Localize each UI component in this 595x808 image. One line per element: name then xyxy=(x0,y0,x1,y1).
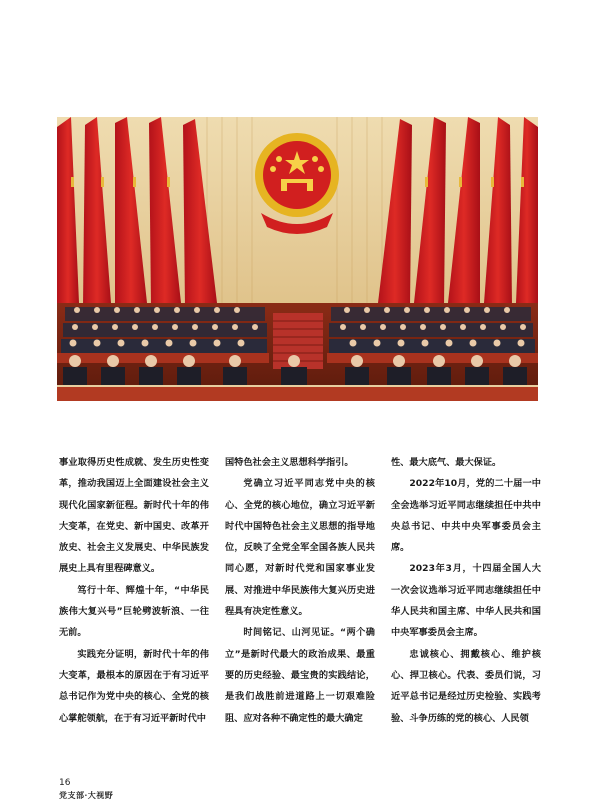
magazine-logo: 党支部·大视野 xyxy=(59,790,114,800)
hero-photo xyxy=(57,117,538,401)
paragraph: 2022年10月，党的二十届一中全会选举习近平同志继续担任中共中央总书记、中共中央军事委员会主席。 xyxy=(391,478,541,554)
page-number: 16 xyxy=(59,778,71,788)
session-hall-photo xyxy=(57,117,538,401)
paragraph: 忠诚核心、拥戴核心、维护核心、捍卫核心。代表、委员们说，习近平总书记是经过历史检验、实践考验、斗争历练的党的核心、人民领 xyxy=(391,648,541,724)
paragraph: 时间铭记、山河见证。“两个确立”是新时代最大的政治成果、最重要的历史经验、最宝贵的实践结论，是我们战胜前进道路上一切艰难险阻、应对各种不确定性的最大确定 xyxy=(225,627,375,724)
paragraph: 党确立习近平同志党中央的核心、全党的核心地位，确立习近平新时代中国特色社会主义思想的指导地位，反映了全党全军全国各族人民共同心愿，对新时代党和国家事业发展、对推进中华民族伟大复兴历史进程具有决定性意义。 xyxy=(225,478,375,618)
article-column-1 xyxy=(59,452,209,729)
paragraph: 性、最大底气、最大保证。 xyxy=(391,457,502,468)
paragraph: 实践充分证明，新时代十年的伟大变革，最根本的原因在于有习近平总书记作为党中央的核心、全党的核心掌舵领航，在于有习近平新时代中 xyxy=(59,648,209,724)
article-column-3 xyxy=(391,452,541,729)
paragraph: 事业取得历史性成就、发生历史性变革，推动我国迈上全面建设社会主义现代化国家新征程。新时代十年的伟大变革，在党史、新中国史、改革开放史、社会主义发展史、中华民族发展史上具有里程碑意义。 xyxy=(59,457,209,575)
paragraph: 2023年3月，十四届全国人大一次会议选举习近平同志继续担任中华人民共和国主席、中华人民共和国中央军事委员会主席。 xyxy=(391,563,541,639)
article-column-2 xyxy=(225,452,375,729)
paragraph: 国特色社会主义思想科学指引。 xyxy=(225,457,354,468)
paragraph: 笃行十年、辉煌十年，“中华民族伟大复兴号”巨轮劈波斩浪、一往无前。 xyxy=(59,584,209,639)
